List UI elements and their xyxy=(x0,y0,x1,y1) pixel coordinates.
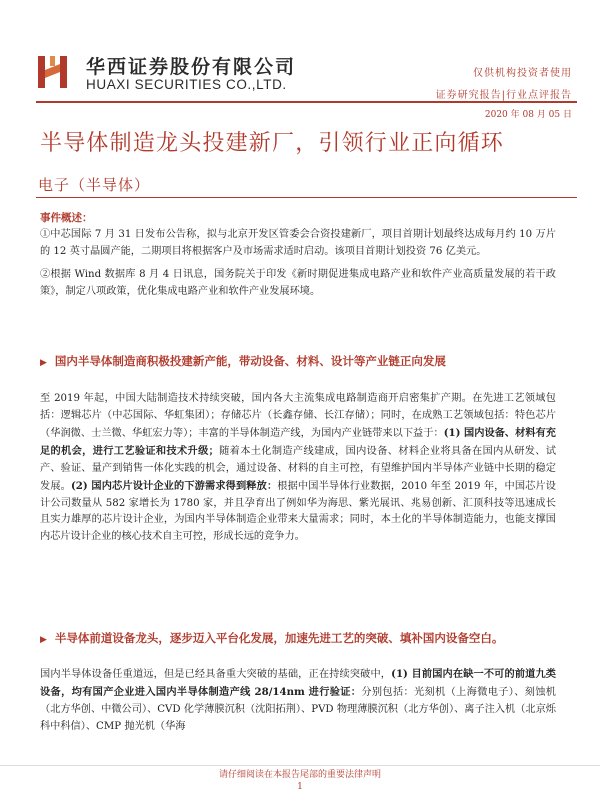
event-heading: 事件概述： xyxy=(40,212,93,224)
company-name-en: HUAXI SECURITIES CO.,LTD. xyxy=(86,77,287,92)
triangle-bullet-icon: ▶ xyxy=(40,358,47,368)
event-paragraph-2: ②根据 Wind 数据库 8 月 4 日讯息，国务院关于印发《新时期促进集成电路产业和软件产业高质量发展的若干政策》，制定八项政策，优化集成电路产业和软件产业发展环境。 xyxy=(40,268,556,297)
section-2-bold-1: (1) 目前国内在缺一不可的前道九类设备，均有国产企业进入国内半导体制造产线 28/14nm 进行验证： xyxy=(40,668,556,698)
report-date: 2020 年 08 月 05 日 xyxy=(484,110,572,120)
company-name-cn: 华西证券股份有限公司 xyxy=(86,56,297,78)
event-body xyxy=(40,227,556,301)
page-title: 半导体制造龙头投建新厂，引领行业正向循环 xyxy=(40,131,505,156)
section-1-heading xyxy=(40,352,560,371)
section-2-text-2: 分别包括：光刻机（上海微电子）、刻蚀机（北方华创、中微公司）、CVD 化学薄膜沉积（沈阳拓荆）、PVD 物理薄膜沉积（北方华创）、离子注入机（北京烁科中科信）、CMP 抛光机（华海 xyxy=(40,686,556,732)
huaxi-logo-icon xyxy=(36,52,76,92)
section-2-heading-text: 半导体前道设备龙头，逐步迈入平台化发展，加速先进工艺的突破、填补国内设备空白。 xyxy=(54,631,504,645)
section-1-bold-1: (1) 国内设备、材料有充足的机会，进行工艺验证和技术升级； xyxy=(40,426,556,457)
header-divider xyxy=(36,101,577,103)
legal-disclaimer: 请仔细阅读在本报告尾部的重要法律声明 xyxy=(218,770,381,780)
page-number: 1 xyxy=(297,782,303,792)
section-1-text-1: 至 2019 年起，中国大陆制造技术持续突破，国内各大主流集成电路制造商开启密集扩产期。在先进工艺领域包括：逻辑芯片（中芯国际、华虹集团）；存储芯片（长鑫存储、长江存储）；同时，在成熟工艺领域包括：特色芯片（华润微、士兰微、华虹宏力等）；丰富的半导体制造产线，为国内产业链带来以下益于： xyxy=(40,393,556,439)
section-2-heading xyxy=(40,629,560,648)
triangle-bullet-icon: ▶ xyxy=(40,635,47,645)
sector-label: 电子（半导体） xyxy=(38,176,151,194)
section-1-heading-text: 国内半导体制造商积极投建新产能，带动设备、材料、设计等产业链正向发展 xyxy=(54,354,446,368)
section-2-text-1: 国内半导体设备任重道远，但是已经具备重大突破的基础，正在持续突破中， xyxy=(40,669,392,680)
section-1-body xyxy=(40,391,556,546)
section-2-body xyxy=(40,666,556,736)
section-1-bold-2: (2) 国内芯片设计企业的下游需求得到释放： xyxy=(70,479,278,492)
footer-divider xyxy=(0,765,600,766)
section-1-text-3: 根据中国半导体行业数据，2010 年至 2019 年，中国芯片设计公司数量从 582 家增长为 1780 家，并且孕育出了例如华为海思、紫光展讯、兆易创新、汇顶科技等迅速成长且实力雄厚的芯片设计企业，为国内半导体制造企业带来大量需求；同时，本土化的半导体制造能力，也能支撑国内芯片设计企业的核心技术自主可控，形成长远的竞争力。 xyxy=(40,480,556,543)
sector-divider xyxy=(36,197,577,198)
section-1-text-2: 随着本土化制造产线建成，国内设备、材料企业将具备在国内从研发、试产、验证、量产到销售一体化实践的机会，通过设备、材料的自主可控，有望维护国内半导体产业链中长期的稳定发展。 xyxy=(40,445,557,492)
audience-note: 仅供机构投资者使用 xyxy=(473,68,572,79)
report-type: 证券研究报告|行业点评报告 xyxy=(435,90,572,101)
event-paragraph-1: ①中芯国际 7 月 31 日发布公告称，拟与北京开发区管委会合资投建新厂，项目首期计划最终达成每月约 10 万片的 12 英寸晶圆产能，二期项目将根据客户及市场需求适时启动。该项目首期计划投资 76 亿美元。 xyxy=(40,229,556,257)
